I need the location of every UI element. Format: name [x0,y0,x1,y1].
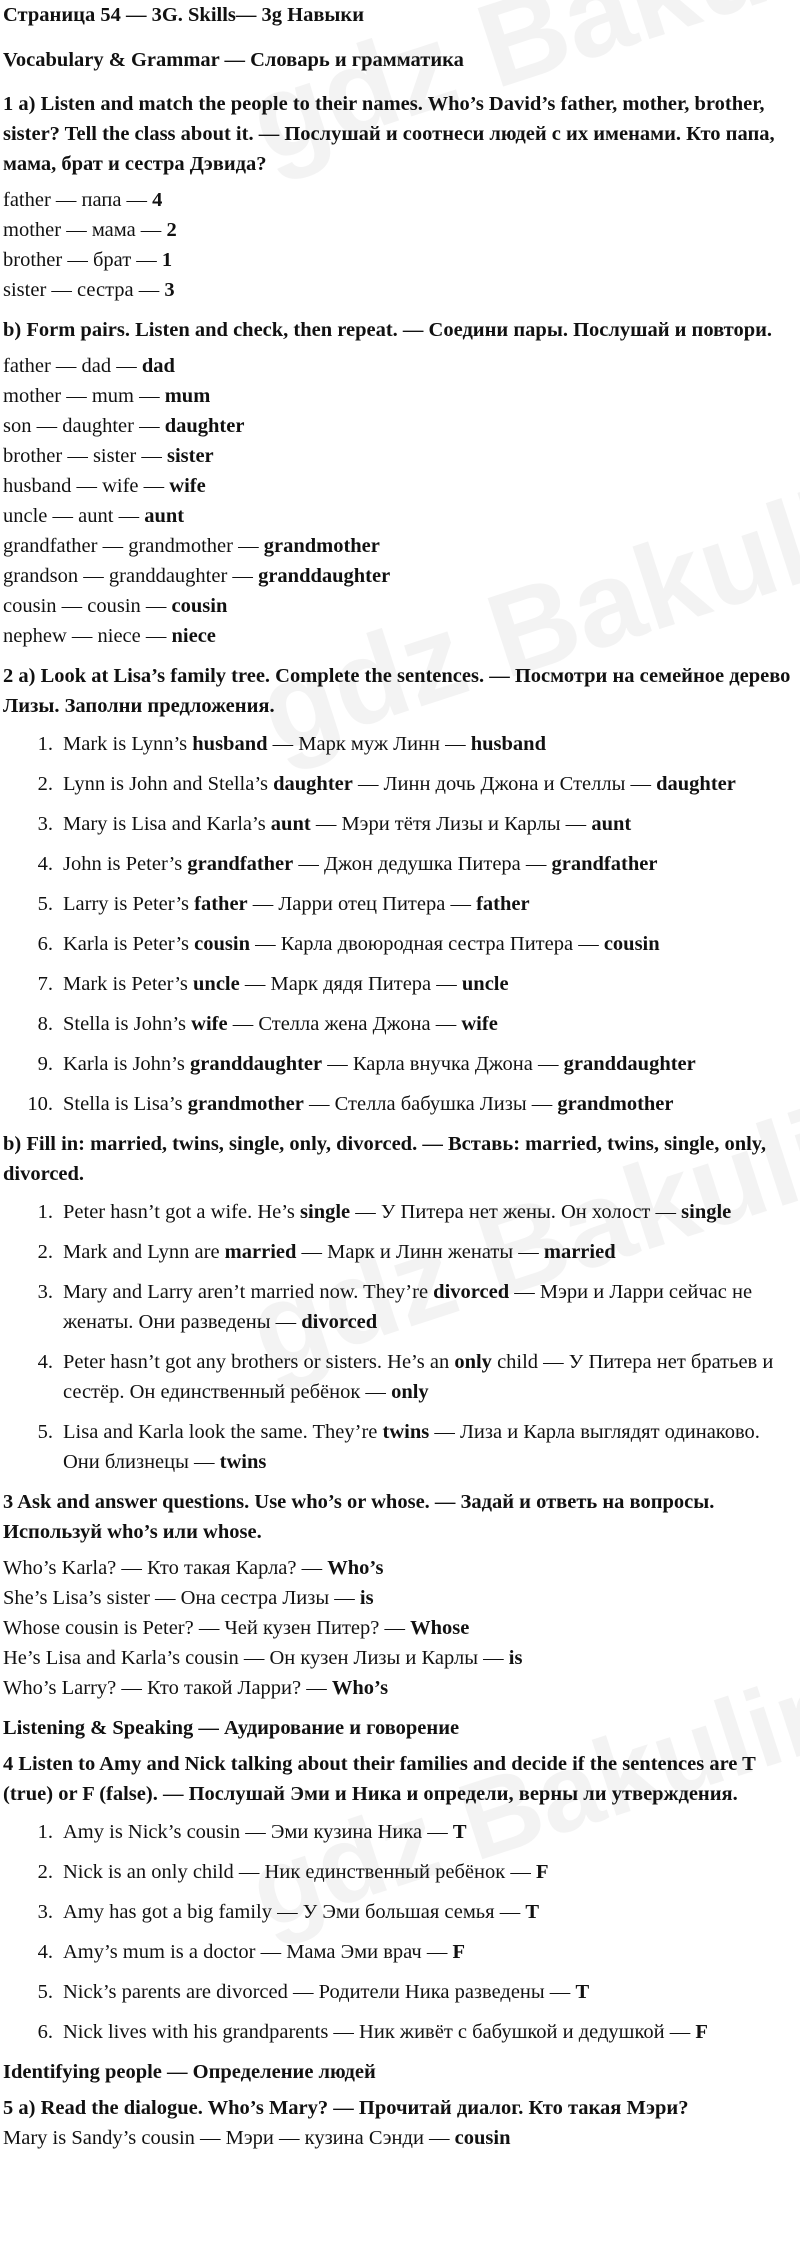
list-item [37,1347,797,1407]
item-number: 1. [37,733,53,755]
sentence-start: Lisa and Karla look the same. They’re [63,1421,383,1443]
answer-row [3,621,797,651]
sentence-start: Karla is Peter’s [63,933,195,955]
item-answer: daughter [656,773,736,795]
answer-row [3,471,797,501]
row-answer: 1 [161,249,173,271]
filled-word: husband [192,733,268,755]
exercise-2a-instruction: 2 a) Look at Lisa’s family tree. Complete the sentences. — Посмотри на семейное дерево Лизы. Заполни предложения. [3,665,791,717]
answer-row [3,1673,797,1703]
row-answer: 2 [166,219,177,241]
row-answer: niece [171,625,216,647]
answer-row [3,561,797,591]
answer-row [3,501,797,531]
sentence-start: Peter hasn’t got a wife. He’s [63,1201,301,1223]
statement-text: Nick’s parents are divorced — Родители Ника разведены — [63,1981,576,2003]
sentence-start: Mark is Lynn’s [63,733,193,755]
row-text: brother — брат — [3,249,162,271]
sentence-start: Mary and Larry aren’t married now. They’re [63,1281,434,1303]
exercise-5a-instruction: 5 a) Read the dialogue. Who’s Mary? — Прочитай диалог. Кто такая Мэри? [3,2097,689,2119]
row-answer: daughter [164,415,245,437]
list-item [37,729,797,759]
row-answer: 4 [152,189,163,211]
exercise-5a-answers [3,2123,797,2153]
item-answer: father [476,893,530,915]
row-text: He’s Lisa and Karla’s cousin — Он кузен Лизы и Карлы — [3,1647,509,1669]
item-answer: cousin [603,933,660,955]
item-number: 4. [37,1941,53,1963]
true-false-answer: F [695,2021,708,2043]
item-answer: uncle [461,973,509,995]
row-text: brother — sister — [3,445,167,467]
row-answer: grandmother [263,535,380,557]
sentence-translation: — Стелла жена Джона — [227,1013,462,1035]
list-item [37,1237,797,1267]
sentence-translation: child — У Питера нет братьев и сестёр. Он единственный ребёнок — [63,1351,774,1403]
list-item [37,1937,797,1967]
item-number: 5. [37,1981,53,2003]
filled-word: daughter [273,773,353,795]
sentence-start: Stella is Lisa’s [63,1093,188,1115]
answer-row [3,351,797,381]
sentence-start: John is Peter’s [63,853,188,875]
row-answer: sister [166,445,214,467]
list-item [37,1197,797,1227]
item-number: 8. [37,1013,53,1035]
exercise-3-answers [3,1553,797,1703]
row-answer: Who’s [331,1677,389,1699]
row-text: Mary is Sandy’s cousin — Мэри — кузина Сэнди — [3,2127,455,2149]
filled-word: wife [191,1013,228,1035]
answer-row [3,531,797,561]
answer-row [3,441,797,471]
row-text: grandson — granddaughter — [3,565,259,587]
list-item [37,929,797,959]
row-answer: aunt [144,505,185,527]
item-number: 1. [37,1821,53,1843]
list-item [37,1977,797,2007]
filled-word: aunt [270,813,311,835]
filled-word: father [194,893,248,915]
sentence-translation: — Лиза и Карла выглядят одинаково. Они близнецы — [63,1421,760,1473]
answer-row [3,245,797,275]
exercise-2b-instruction: b) Fill in: married, twins, single, only, divorced. — Вставь: married, twins, single, only, divorced. [3,1133,767,1185]
filled-word: twins [382,1421,430,1443]
answer-row [3,1583,797,1613]
row-answer: Whose [410,1617,470,1639]
row-text: father — dad — [3,355,142,377]
exercise-3-instruction: 3 Ask and answer questions. Use who’s or whose. — Задай и ответь на вопросы. Используй who’s или whose. [3,1491,715,1543]
filled-word: granddaughter [189,1053,323,1075]
list-item [37,1277,797,1337]
item-number: 4. [37,853,53,875]
list-item [37,1897,797,1927]
item-number: 9. [37,1053,53,1075]
filled-word: grandmother [187,1093,304,1115]
sentence-translation: — Мэри тётя Лизы и Карлы — [310,813,592,835]
sentence-translation: — Марк дядя Питера — [239,973,462,995]
item-number: 6. [37,933,53,955]
item-answer: only [391,1381,429,1403]
answer-row [3,215,797,245]
sentence-start: Karla is John’s [63,1053,190,1075]
sentence-start: Larry is Peter’s [63,893,195,915]
row-answer: is [508,1647,523,1669]
item-number: 5. [37,1421,53,1443]
sentence-start: Mark is Peter’s [63,973,194,995]
true-false-answer: F [452,1941,465,1963]
sentence-translation: — Марк муж Линн — [267,733,471,755]
answer-row [3,275,797,305]
row-text: son — daughter — [3,415,165,437]
exercise-2b-list [3,1197,797,1477]
list-item [37,1417,797,1477]
statement-text: Nick is an only child — Ник единственный ребёнок — [63,1861,536,1883]
true-false-answer: F [535,1861,549,1883]
page-title: Страница 54 — 3G. Skills— 3g Навыки [3,4,365,26]
item-answer: grandmother [557,1093,674,1115]
answer-row [3,591,797,621]
exercise-2a-list [3,729,797,1119]
row-text: mother — mum — [3,385,165,407]
item-answer: twins [219,1451,267,1473]
item-number: 3. [37,813,53,835]
item-answer: husband [470,733,546,755]
item-number: 5. [37,893,53,915]
sentence-translation: — Карла двоюродная сестра Питера — [249,933,604,955]
row-answer: cousin [454,2127,511,2149]
sentence-translation: — Ларри отец Питера — [247,893,477,915]
filled-word: single [300,1201,351,1223]
exercise-1a-answers [3,185,797,305]
row-text: uncle — aunt — [3,505,145,527]
item-answer: grandfather [551,853,658,875]
item-answer: wife [461,1013,498,1035]
filled-word: only [454,1351,492,1373]
row-answer: 3 [164,279,175,301]
row-answer: cousin [171,595,228,617]
exercise-4-instruction: 4 Listen to Amy and Nick talking about their families and decide if the sentences are T (true) or F (false). — Послушай Эми и Ника и определи, верны ли утверждения. [3,1753,756,1805]
item-answer: aunt [591,813,632,835]
row-text: husband — wife — [3,475,170,497]
item-number: 4. [37,1351,53,1373]
statement-text: Amy has got a big family — У Эми большая семья — [63,1901,526,1923]
item-number: 1. [37,1201,53,1223]
row-answer: dad [141,355,175,377]
sentence-translation: — Линн дочь Джона и Стеллы — [352,773,657,795]
item-number: 2. [37,1241,53,1263]
filled-word: married [224,1241,297,1263]
row-text: She’s Lisa’s sister — Она сестра Лизы — [3,1587,360,1609]
item-number: 3. [37,1901,53,1923]
answer-row [3,1613,797,1643]
answer-row [3,381,797,411]
item-number: 3. [37,1281,53,1303]
row-text: grandfather — grandmother — [3,535,264,557]
section-heading-identifying: Identifying people — Определение людей [3,2061,376,2083]
list-item [27,1089,797,1119]
answer-row [3,1643,797,1673]
statement-text: Amy’s mum is a doctor — Мама Эми врач — [63,1941,453,1963]
list-item [37,1049,797,1079]
sentence-translation: — Марк и Линн женаты — [296,1241,544,1263]
list-item [37,889,797,919]
sentence-start: Stella is John’s [63,1013,192,1035]
list-item [37,1857,797,1887]
item-answer: married [543,1241,616,1263]
true-false-answer: T [575,1981,590,2003]
row-text: mother — мама — [3,219,167,241]
filled-word: grandfather [187,853,294,875]
sentence-start: Peter hasn’t got any brothers or sisters. He’s an [63,1351,455,1373]
exercise-4-list [3,1817,797,2047]
item-number: 2. [37,1861,53,1883]
sentence-translation: — Джон дедушка Питера — [293,853,552,875]
answer-row [3,411,797,441]
list-item [37,849,797,879]
row-answer: is [359,1587,374,1609]
statement-text: Amy is Nick’s cousin — Эми кузина Ника — [63,1821,453,1843]
list-item [37,769,797,799]
section-heading-vocab: Vocabulary & Grammar — Словарь и грамматика [3,49,464,71]
filled-word: divorced [433,1281,510,1303]
row-text: father — папа — [3,189,153,211]
sentence-translation: — Стелла бабушка Лизы — [303,1093,558,1115]
list-item [37,1009,797,1039]
sentence-start: Lynn is John and Stella’s [63,773,274,795]
list-item [37,1817,797,1847]
row-text: cousin — cousin — [3,595,172,617]
row-text: nephew — niece — [3,625,172,647]
row-text: sister — сестра — [3,279,165,301]
true-false-answer: T [525,1901,540,1923]
row-text: Whose cousin is Peter? — Чей кузен Питер? — [3,1617,411,1639]
sentence-start: Mark and Lynn are [63,1241,225,1263]
answer-row [3,185,797,215]
item-answer: granddaughter [563,1053,696,1075]
item-number: 7. [37,973,53,995]
section-heading-listening: Listening & Speaking — Аудирование и говорение [3,1717,460,1739]
item-answer: divorced [301,1311,378,1333]
answer-row [3,2123,797,2153]
filled-word: cousin [194,933,250,955]
row-answer: Who’s [327,1557,384,1579]
row-text: Who’s Karla? — Кто такая Карла? — [3,1557,328,1579]
exercise-1a-instruction: 1 a) Listen and match the people to their names. Who’s David’s father, mother, brother, sister? Tell the class about it. — Послушай и соотнеси людей с их именами. Кто папа, мама, брат и сестра Дэвида? [3,93,775,175]
true-false-answer: T [452,1821,467,1843]
statement-text: Nick lives with his grandparents — Ник живёт с бабушкой и дедушкой — [63,2021,696,2043]
item-answer: single [681,1201,732,1223]
list-item [37,2017,797,2047]
list-item [37,809,797,839]
sentence-translation: — Карла внучка Джона — [322,1053,564,1075]
row-text: Who’s Larry? — Кто такой Ларри? — [3,1677,332,1699]
sentence-start: Mary is Lisa and Karla’s [63,813,271,835]
answer-row [3,1553,797,1583]
exercise-1b-instruction: b) Form pairs. Listen and check, then repeat. — Соедини пары. Послушай и повтори. [3,319,773,341]
sentence-translation: — У Питера нет жены. Он холост — [350,1201,682,1223]
row-answer: wife [169,475,206,497]
item-number: 10. [27,1093,53,1115]
filled-word: uncle [193,973,240,995]
row-answer: granddaughter [258,565,391,587]
row-answer: mum [164,385,211,407]
item-number: 2. [37,773,53,795]
item-number: 6. [37,2021,53,2043]
sentence-translation: — Мэри и Ларри сейчас не женаты. Они разведены — [63,1281,753,1333]
list-item [37,969,797,999]
exercise-1b-answers [3,351,797,651]
